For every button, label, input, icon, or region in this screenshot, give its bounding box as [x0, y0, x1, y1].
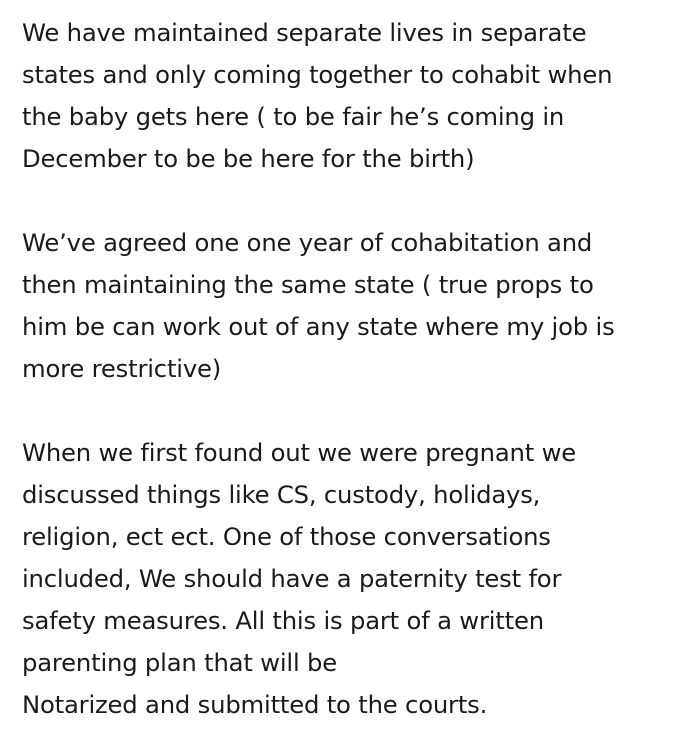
- text-line: Notarized and submitted to the courts.: [22, 690, 488, 719]
- text-line: him be can work out of any state where my job is: [22, 312, 615, 341]
- text-line: We have maintained separate lives in separate: [22, 18, 587, 47]
- text-line: We’ve agreed one one year of cohabitation and: [22, 228, 593, 257]
- text-line: religion, ect ect. One of those conversations: [22, 522, 551, 551]
- paragraph-2: [22, 222, 694, 390]
- document-body: [22, 12, 694, 726]
- text-line: states and only coming together to cohabit when: [22, 60, 613, 89]
- text-line: discussed things like CS, custody, holidays,: [22, 480, 541, 509]
- text-line: included, We should have a paternity test for: [22, 564, 562, 593]
- text-line: then maintaining the same state ( true props to: [22, 270, 594, 299]
- paragraph-3: [22, 432, 694, 726]
- text-line: December to be be here for the birth): [22, 144, 475, 173]
- text-line: the baby gets here ( to be fair he’s coming in: [22, 102, 565, 131]
- text-line: When we first found out we were pregnant we: [22, 438, 577, 467]
- text-line: safety measures. All this is part of a written: [22, 606, 544, 635]
- text-line: more restrictive): [22, 354, 222, 383]
- text-line: parenting plan that will be: [22, 648, 338, 677]
- paragraph-1: [22, 12, 694, 180]
